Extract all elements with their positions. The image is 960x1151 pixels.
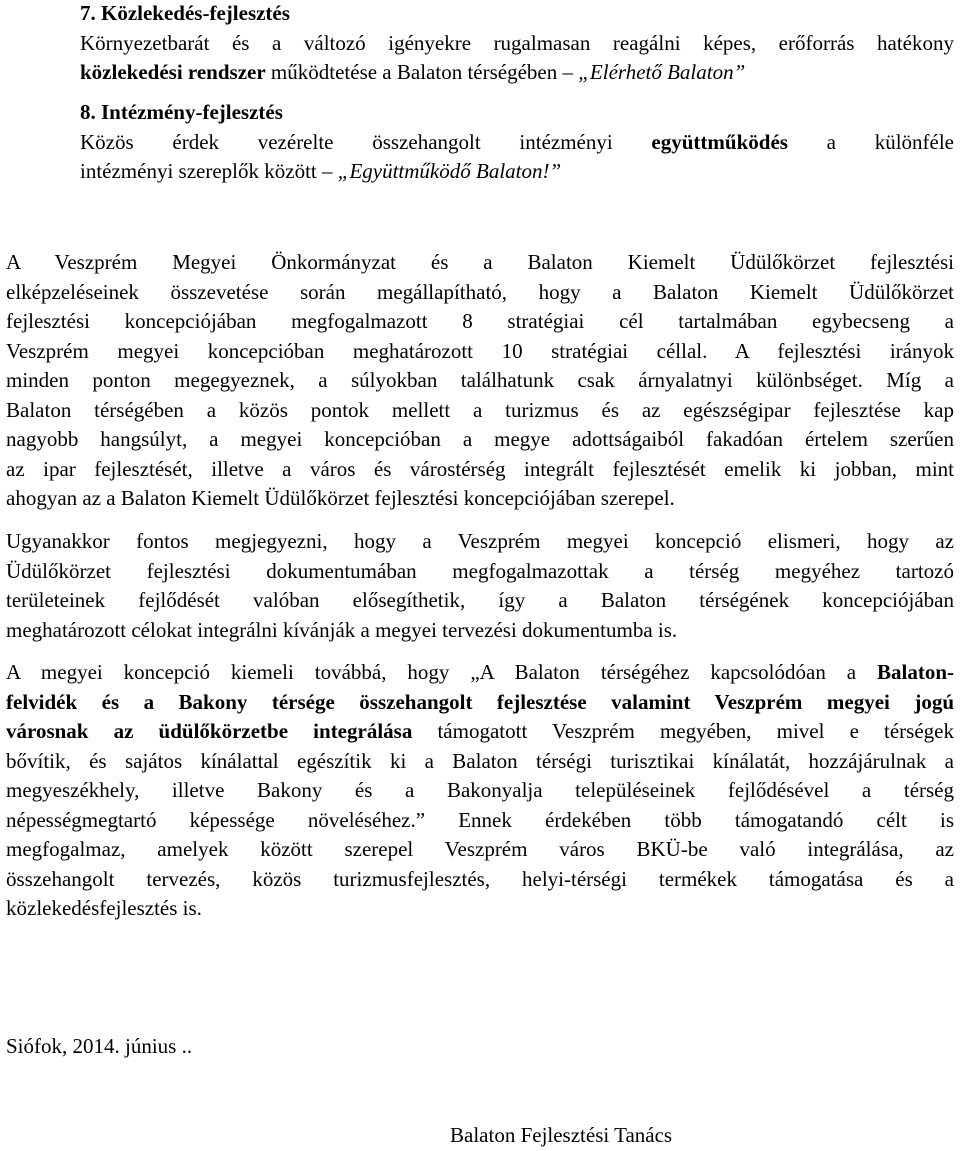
section-8-slogan: „Együttműködő Balaton!” <box>337 159 562 183</box>
section-8-text-a: Közös érdek vezérelte összehangolt intézményi <box>80 129 652 154</box>
section-8-line-2 <box>80 157 954 187</box>
paragraph-1-line: Balaton térségében a közös pontok mellett a turizmus és az egészségipar fejlesztése kap <box>6 397 954 422</box>
section-7-line-1: Környezetbarát és a változó igényekre rugalmasan reagálni képes, erőforrás hatékony <box>80 30 954 55</box>
section-8 <box>80 98 954 187</box>
paragraph-1-line: A Veszprém Megyei Önkormányzat és a Balaton Kiemelt Üdülőkörzet fejlesztési <box>6 250 954 274</box>
paragraph-1-line: ahogyan az a Balaton Kiemelt Üdülőkörzet fejlesztési koncepciójában szerepel. <box>6 486 675 510</box>
paragraph-2-line: Üdülőkörzet fejlesztési dokumentumában megfogalmazottak a térség megyéhez tartozó <box>6 558 954 583</box>
paragraph-2-line: területeinek fejlődését valóban elősegíthetik, így a Balaton térségének koncepciójában <box>6 588 954 612</box>
paragraph-3-bold: Balaton- <box>876 660 954 684</box>
paragraph-1 <box>6 248 954 514</box>
paragraph-3-text: A megyei koncepció kiemeli továbbá, hogy „A Balaton térségéhez kapcsolódóan a <box>6 660 877 684</box>
paragraph-3 <box>6 658 954 924</box>
paragraph-1-line: minden ponton megegyeznek, a súlyokban találhatunk csak árnyalatnyi különbséget. Míg a <box>6 368 954 392</box>
section-7-heading: 7. Közlekedés-fejlesztés <box>80 1 290 25</box>
section-8-text-b: a különféle <box>787 129 954 154</box>
section-7-bold: közlekedési rendszer <box>80 60 266 84</box>
paragraph-2-line: meghatározott célokat integrálni kívánják a megyei tervezési dokumentumba is. <box>6 617 678 642</box>
paragraph-3-line: megyeszékhely, illetve Bakony és a Bakonyalja településeinek fejlődésével a térség <box>6 778 954 802</box>
paragraph-1-line: nagyobb hangsúlyt, a megyei koncepcióban a megye adottságaiból fakadóan értelem szerűen <box>6 427 954 451</box>
paragraph-3-line: megfogalmaz, amelyek között szerepel Veszprém város BKÜ-be való integrálása, az <box>6 837 954 861</box>
paragraph-3-line <box>6 658 954 688</box>
paragraph-1-line: fejlesztési koncepciójában megfogalmazott 8 stratégiai cél tartalmában egybecseng a <box>6 309 954 333</box>
paragraph-3-bold: városnak az üdülőkörzetbe integrálása <box>6 719 413 743</box>
section-7-slogan: „Elérhető Balaton” <box>578 60 746 84</box>
section-7 <box>80 0 954 88</box>
paragraph-3-line <box>6 688 954 718</box>
section-8-text-c: intézményi szereplők között – <box>80 159 338 183</box>
paragraph-3-line: közlekedésfejlesztés is. <box>6 896 202 920</box>
paragraph-3-bold: felvidék és a Bakony térsége összehangolt fejlesztése valamint Veszprém megyei jogú <box>6 689 954 714</box>
place-date: Siófok, 2014. június .. <box>6 1034 193 1058</box>
paragraph-3-line: összehangolt tervezés, közös turizmusfejlesztés, helyi-térségi termékek támogatása és a <box>6 866 954 891</box>
paragraph-3-line <box>6 717 954 747</box>
paragraph-3-line: bővítik, és sajátos kínálattal egészítik ki a Balaton térségi turisztikai kínálatát, hozzájárulnak a <box>6 748 954 773</box>
paragraph-1-line: Veszprém megyei koncepcióban meghatározott 10 stratégiai céllal. A fejlesztési irányok <box>6 338 954 363</box>
section-8-line-1 <box>80 128 954 158</box>
paragraph-2 <box>6 527 954 645</box>
section-7-line-2 <box>80 58 954 88</box>
paragraph-1-line: elképzeléseinek összevetése során megállapítható, hogy a Balaton Kiemelt Üdülőkörzet <box>6 279 954 304</box>
section-8-bold: együttműködés <box>651 129 788 154</box>
paragraph-3-text: támogatott Veszprém megyében, mivel e térségek <box>412 719 954 743</box>
section-7-text: működtetése a Balaton térségében – <box>265 60 579 84</box>
paragraph-3-line: népességmegtartó képessége növeléséhez.” Ennek érdekében több támogatandó célt is <box>6 807 954 832</box>
signature: Balaton Fejlesztési Tanács <box>450 1123 673 1147</box>
section-8-heading: 8. Intézmény-fejlesztés <box>80 100 283 124</box>
paragraph-2-line: Ugyanakkor fontos megjegyezni, hogy a Veszprém megyei koncepció elismeri, hogy az <box>6 529 954 553</box>
paragraph-1-line: az ipar fejlesztését, illetve a város és várostérség integrált fejlesztését emelik ki jobban, mint <box>6 456 954 481</box>
